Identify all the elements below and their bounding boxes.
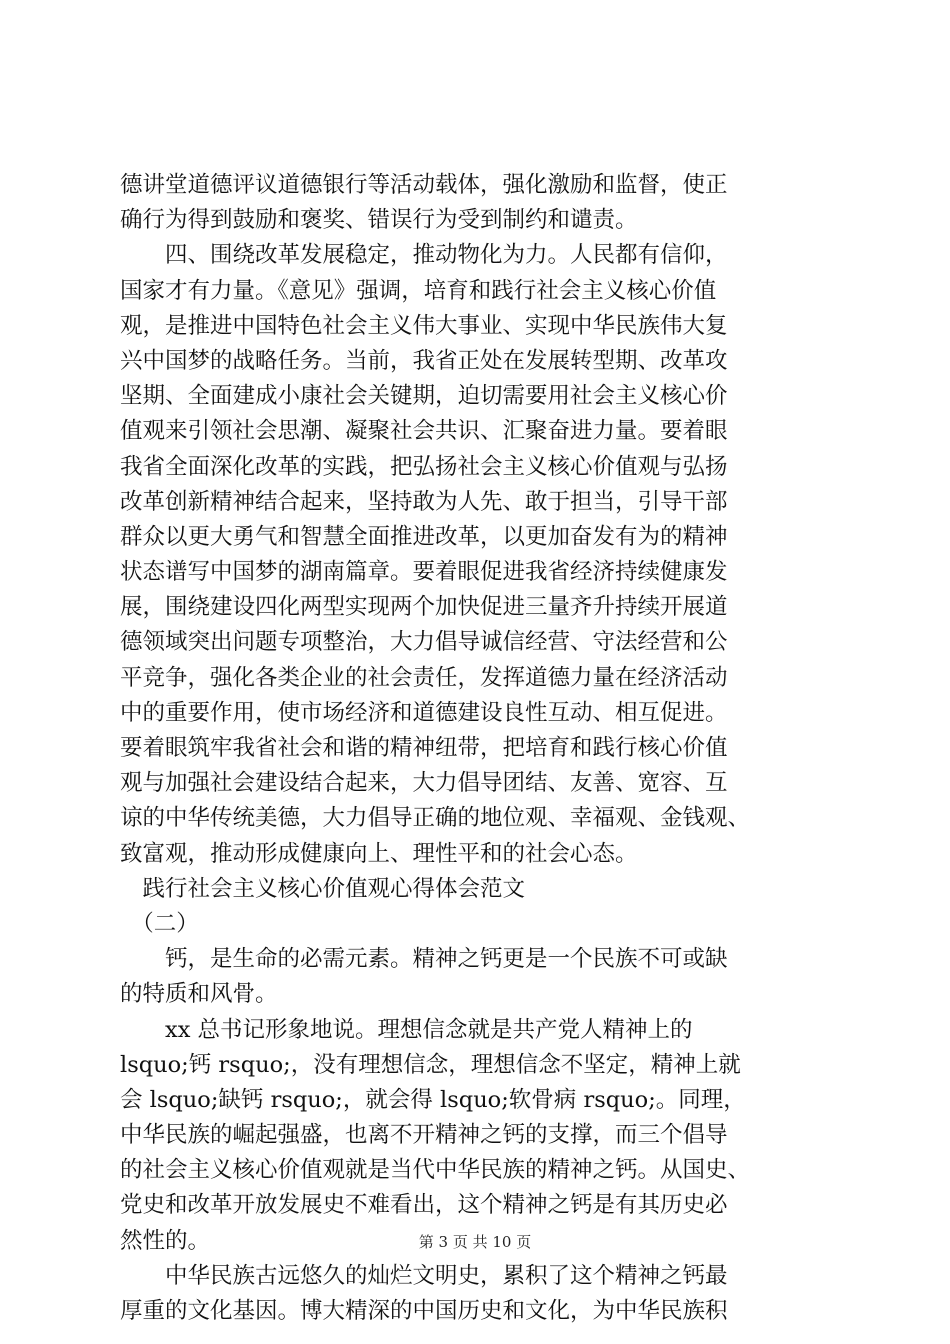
- text-line: xx 总书记形象地说。理想信念就是共产党人精神上的: [120, 1016, 693, 1043]
- text-line: 致富观，推动形成健康向上、理性平和的社会心态。: [120, 840, 638, 867]
- section-number: （二）: [120, 910, 199, 937]
- text-line: 群众以更大勇气和智慧全面推进改革，以更加奋发有为的精神: [120, 523, 728, 550]
- text-line: 钙，是生命的必需元素。精神之钙更是一个民族不可或缺: [120, 946, 728, 973]
- text-line: 四、围绕改革发展稳定，推动物化为力。人民都有信仰，: [120, 242, 728, 269]
- text-line: 德讲堂道德评议道德银行等活动载体，强化激励和监督，使正: [120, 172, 728, 198]
- text-line: 德领域突出问题专项整治，大力倡导诚信经营、守法经营和公: [120, 629, 728, 656]
- text-line: 中的重要作用，使市场经济和道德建设良性互动、相互促进。: [120, 699, 728, 726]
- body-text: [120, 168, 832, 1329]
- text-line: 兴中国梦的战略任务。当前，我省正处在发展转型期、改革攻: [120, 347, 728, 374]
- text-line: lsquo;钙 rsquo;，没有理想信念，理想信念不坚定，精神上就: [120, 1051, 741, 1078]
- text-line: 会 lsquo;缺钙 rsquo;，就会得 lsquo;软骨病 rsquo;。同理，: [120, 1086, 746, 1113]
- text-line: 的社会主义核心价值观就是当代中华民族的精神之钙。从国史、: [120, 1157, 751, 1184]
- text-line: 坚期、全面建成小康社会关键期，迫切需要用社会主义核心价: [120, 383, 728, 410]
- text-line: 党史和改革开放发展史不难看出，这个精神之钙是有其历史必: [120, 1192, 728, 1219]
- text-line: 平竞争，强化各类企业的社会责任，发挥道德力量在经济活动: [120, 664, 728, 691]
- text-line: 要着眼筑牢我省社会和谐的精神纽带，把培育和践行核心价值: [120, 735, 728, 761]
- text-line: 展，围绕建设四化两型实现两个加快促进三量齐升持续开展道: [120, 594, 728, 621]
- text-line: 观，是推进中国特色社会主义伟大事业、实现中华民族伟大复: [120, 312, 728, 339]
- text-line: 确行为得到鼓励和褒奖、错误行为受到制约和谴责。: [120, 207, 638, 234]
- text-line: 中华民族的崛起强盛，也离不开精神之钙的支撑，而三个倡导: [120, 1122, 728, 1149]
- text-line: 中华民族古远悠久的灿烂文明史，累积了这个精神之钙最: [120, 1262, 728, 1289]
- text-line: 国家才有力量。《意见》强调，培育和践行社会主义核心价值: [120, 277, 717, 304]
- text-line: 改革创新精神结合起来，坚持敢为人先、敢于担当，引导干部: [120, 488, 728, 515]
- text-line: 厚重的文化基因。博大精深的中国历史和文化，为中华民族积: [120, 1298, 728, 1324]
- text-line: 然性的。: [120, 1227, 211, 1254]
- text-line: 状态谱写中国梦的湖南篇章。要着眼促进我省经济持续健康发: [120, 559, 728, 586]
- section-title: 践行社会主义核心价值观心得体会范文: [120, 875, 526, 902]
- text-line: 值观来引领社会思潮、凝聚社会共识、汇聚奋进力量。要着眼: [120, 418, 728, 445]
- text-line: 的特质和风骨。: [120, 981, 278, 1008]
- text-line: 谅的中华传统美德，大力倡导正确的地位观、幸福观、金钱观、: [120, 805, 751, 832]
- text-line: 观与加强社会建设结合起来，大力倡导团结、友善、宽容、互: [120, 770, 728, 797]
- text-line: 我省全面深化改革的实践，把弘扬社会主义核心价值观与弘扬: [120, 453, 728, 480]
- page-footer: 第 3 页 共 10 页: [418, 1233, 532, 1251]
